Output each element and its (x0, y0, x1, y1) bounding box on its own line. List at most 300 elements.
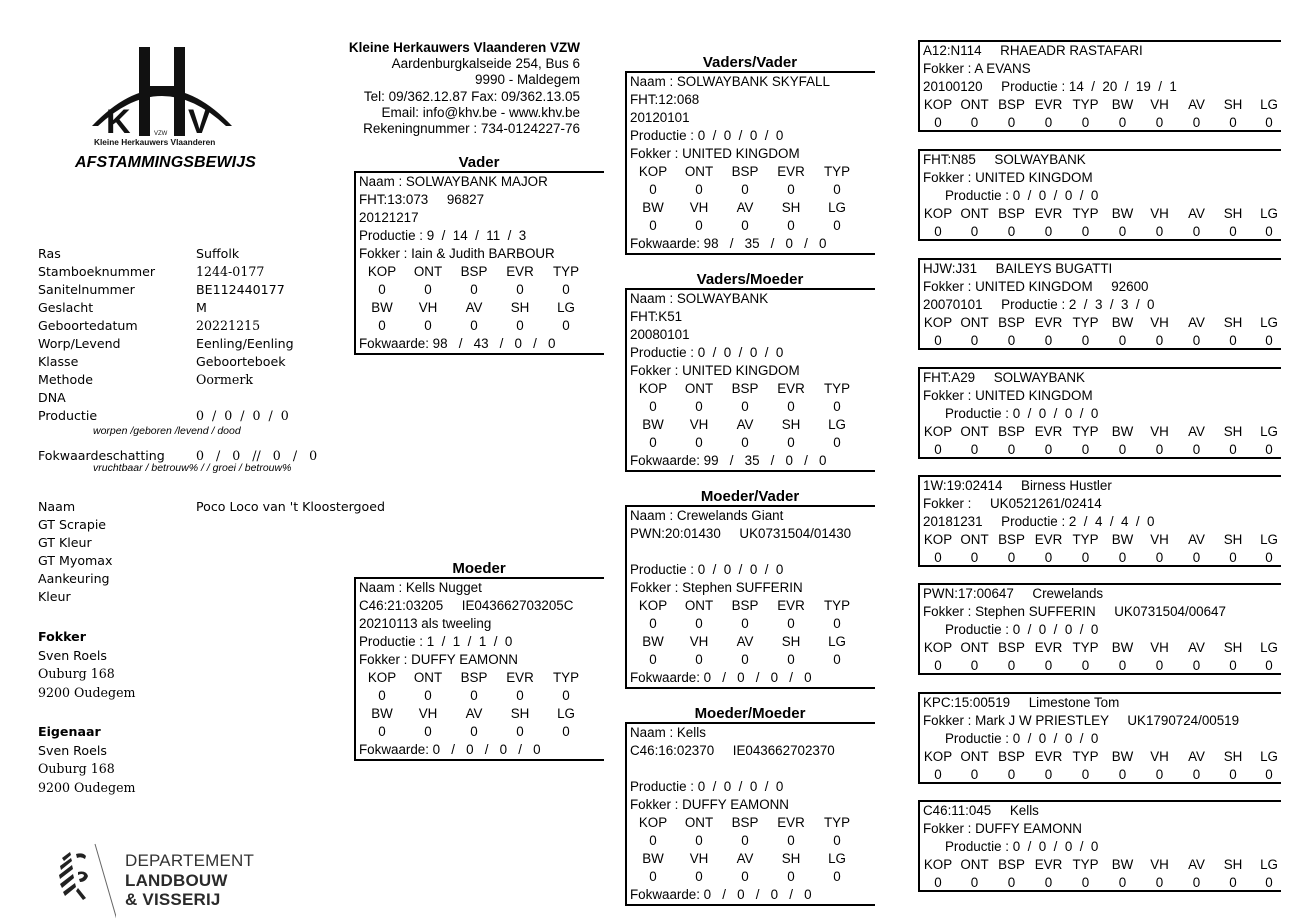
pedigree-box-title: Moeder/Moeder (694, 705, 806, 722)
score-value: 0 (1155, 115, 1164, 130)
organization-address-line2: 9990 - Maldegem (474, 72, 580, 88)
score-header: TYP (1072, 532, 1099, 547)
pedigree-productie: Productie : 0 / 0 / 0 / 0 (630, 128, 784, 143)
score-value: 0 (741, 218, 749, 233)
score-value: 0 (741, 435, 749, 450)
score-header: VH (689, 200, 709, 215)
score-header: VH (1150, 857, 1169, 872)
pedigree-fokwaarde: Fokwaarde: 0 / 0 / 0 / 0 (630, 670, 812, 685)
score-value: 0 (1192, 550, 1201, 565)
score-header: KOP (923, 640, 953, 655)
score-headers-row1 (630, 597, 875, 615)
score-header: TYP (1072, 857, 1099, 872)
score-value: 0 (1081, 550, 1090, 565)
score-header: BSP (998, 315, 1025, 330)
score-value: 0 (649, 182, 657, 197)
score-value: 0 (1155, 658, 1164, 673)
score-header: BSP (998, 206, 1025, 221)
pedigree-date: 20120101 (630, 110, 690, 125)
score-header: TYP (1072, 749, 1099, 764)
score-value: 0 (1081, 442, 1090, 457)
score-header: VH (418, 706, 438, 721)
score-value: 0 (741, 833, 749, 848)
score-header: BW (642, 851, 664, 866)
score-value: 0 (649, 616, 657, 631)
pedigree-productie: Productie : 0 / 0 / 0 / 0 (630, 345, 784, 360)
pedigree-box (625, 505, 875, 689)
score-header: AV (1188, 206, 1205, 221)
score-header: ONT (960, 640, 989, 655)
department-line2: LANDBOUW (125, 870, 228, 890)
score-value: 0 (1118, 115, 1127, 130)
pedigree-box-title: Vader (458, 154, 500, 171)
score-value: 0 (649, 869, 657, 884)
score-values-row2 (630, 434, 875, 452)
score-value: 0 (1007, 658, 1016, 673)
score-value: 0 (934, 767, 942, 782)
department-line1: DEPARTEMENT (125, 851, 255, 870)
score-headers-row2 (359, 705, 604, 723)
score-value: 0 (1265, 550, 1273, 565)
score-header: TYP (552, 670, 580, 685)
score-header: ONT (960, 424, 989, 439)
organization-account: Rekeningnummer : 734-0124227-76 (363, 121, 580, 137)
score-value: 0 (1118, 442, 1127, 457)
score-value: 0 (934, 550, 942, 565)
score-header: TYP (1072, 640, 1099, 655)
field-value: BE112440177 (196, 282, 285, 297)
eigenaar-heading: Eigenaar (38, 724, 101, 739)
gg-id-name: FHT:A29 SOLWAYBANK (923, 370, 1085, 385)
field-label: GT Myomax (38, 553, 113, 568)
score-header: BW (1111, 532, 1134, 547)
pedigree-box-title: Moeder/Vader (700, 488, 800, 505)
score-value: 0 (695, 218, 703, 233)
score-value: 0 (1229, 442, 1237, 457)
score-value: 0 (1155, 333, 1164, 348)
pedigree-box-title: Vaders/Vader (702, 54, 798, 71)
score-header: BSP (731, 164, 759, 179)
gg-fokker: Fokker : Mark J W PRIESTLEY UK1790724/00519 (923, 713, 1240, 728)
pedigree-naam: Naam : SOLWAYBANK SKYFALL (630, 74, 830, 89)
score-values (920, 223, 1281, 241)
pedigree-naam: Naam : Kells (630, 725, 706, 740)
score-values-row2 (630, 217, 875, 235)
score-value: 0 (1265, 224, 1273, 239)
score-value: 0 (695, 616, 703, 631)
score-header: TYP (823, 815, 851, 830)
score-value: 0 (1118, 658, 1127, 673)
gg-productie: Productie : 0 / 0 / 0 / 0 (945, 406, 1099, 421)
field-label: Naam (38, 499, 76, 514)
score-header: VH (418, 300, 438, 315)
gg-id-name: HJW:J31 BAILEYS BUGATTI (923, 261, 1113, 276)
score-header: BSP (998, 640, 1025, 655)
score-value: 0 (516, 282, 524, 297)
field-label: Worp/Levend (38, 336, 121, 351)
score-values-row1 (630, 398, 875, 416)
score-value: 0 (562, 282, 570, 297)
score-header: SH (1223, 640, 1243, 655)
score-headers-row2 (630, 416, 875, 434)
score-value: 0 (695, 182, 703, 197)
score-value: 0 (741, 652, 749, 667)
score-values (920, 332, 1281, 350)
pedigree-box-title: Vaders/Moeder (696, 271, 804, 288)
score-header: ONT (960, 857, 989, 872)
score-value: 0 (833, 833, 841, 848)
score-value: 0 (1118, 224, 1127, 239)
gg-fokker: Fokker : UNITED KINGDOM (923, 388, 1093, 403)
gg-fokker: Fokker : UNITED KINGDOM (923, 170, 1093, 185)
score-header: AV (1188, 315, 1205, 330)
gg-fokker: Fokker : UK0521261/02414 (923, 496, 1102, 511)
score-value: 0 (833, 869, 841, 884)
score-value: 0 (970, 550, 979, 565)
score-header: BW (1111, 315, 1134, 330)
score-header: LG (557, 706, 575, 721)
score-header: LG (828, 200, 846, 215)
pedigree-naam: Naam : Crewelands Giant (630, 508, 784, 523)
score-header: SH (1223, 424, 1243, 439)
score-header: EVR (1034, 424, 1063, 439)
score-header: ONT (413, 670, 443, 685)
pedigree-date: 20121217 (359, 210, 419, 225)
score-header: EVR (1034, 97, 1063, 112)
logo-caption: Kleine Herkauwers Vlaanderen (94, 137, 216, 147)
pedigree-fokwaarde: Fokwaarde: 0 / 0 / 0 / 0 (359, 742, 541, 757)
score-values (920, 441, 1281, 459)
animal-details (38, 245, 318, 476)
score-header: SH (1223, 749, 1243, 764)
score-value: 0 (1081, 875, 1090, 890)
score-value: 0 (1192, 767, 1201, 782)
score-header: ONT (684, 815, 714, 830)
pedigree-fokwaarde: Fokwaarde: 0 / 0 / 0 / 0 (630, 887, 812, 902)
score-headers (920, 856, 1281, 874)
score-header: EVR (1034, 749, 1063, 764)
score-value: 0 (649, 435, 657, 450)
score-value: 0 (1007, 767, 1016, 782)
score-header: TYP (1072, 206, 1099, 221)
score-values (920, 657, 1281, 675)
pedigree-date: 20080101 (630, 327, 690, 342)
score-header: KOP (367, 264, 397, 279)
score-header: VH (1150, 532, 1169, 547)
score-value: 0 (1044, 115, 1053, 130)
pedigree-fokker: Fokker : DUFFY EAMONN (359, 652, 518, 667)
score-value: 0 (970, 767, 979, 782)
score-value: 0 (1229, 767, 1237, 782)
field-value: M (196, 300, 207, 315)
great-grandparent-box (918, 800, 1281, 892)
field-value: Eenling/Eenling (196, 336, 294, 351)
pedigree-id: C46:21:03205 IE043662703205C (359, 598, 574, 613)
score-header: TYP (552, 264, 580, 279)
score-value: 0 (1265, 658, 1273, 673)
score-header: SH (1223, 857, 1243, 872)
score-header: ONT (684, 598, 714, 613)
pedigree-productie: Productie : 9 / 14 / 11 / 3 (359, 228, 527, 243)
score-value: 0 (1044, 875, 1053, 890)
pedigree-naam: Naam : SOLWAYBANK MAJOR (359, 174, 548, 189)
eigenaar-city: 9200 Oudegem (38, 779, 136, 795)
score-value: 0 (787, 218, 795, 233)
field-label: Klasse (38, 354, 79, 369)
score-header: BW (1111, 424, 1134, 439)
score-header: EVR (1034, 640, 1063, 655)
pedigree-fokwaarde: Fokwaarde: 98 / 35 / 0 / 0 (630, 236, 827, 251)
score-value: 0 (649, 833, 657, 848)
score-headers (920, 748, 1281, 766)
score-values-row2 (630, 651, 875, 669)
score-value: 0 (833, 652, 841, 667)
pedigree-box-title: Moeder (452, 560, 506, 577)
score-header: BSP (460, 264, 488, 279)
score-values-row2 (630, 868, 875, 886)
field-label: Geslacht (38, 300, 94, 315)
field-label: Methode (38, 372, 93, 387)
score-header: AV (736, 851, 754, 866)
logo-vzw: VZW (154, 131, 168, 137)
field-geslacht (38, 299, 291, 317)
pedigree-box (625, 722, 875, 906)
field-stamboeknummer (38, 263, 291, 281)
score-header: SH (781, 851, 801, 866)
score-value: 0 (649, 652, 657, 667)
score-header: SH (781, 634, 801, 649)
score-value: 0 (970, 442, 979, 457)
score-header: ONT (960, 532, 989, 547)
score-header: BW (371, 300, 393, 315)
score-value: 0 (516, 688, 524, 703)
score-value: 0 (1044, 333, 1053, 348)
score-headers (920, 314, 1281, 332)
score-header: KOP (367, 670, 397, 685)
score-value: 0 (741, 869, 749, 884)
score-value: 0 (833, 616, 841, 631)
score-value: 0 (470, 688, 478, 703)
gg-productie: Productie : 0 / 0 / 0 / 0 (945, 622, 1099, 637)
score-value: 0 (1265, 767, 1273, 782)
pedigree-fokwaarde: Fokwaarde: 99 / 35 / 0 / 0 (630, 453, 827, 468)
score-header: LG (1260, 424, 1278, 439)
field-label: GT Scrapie (38, 517, 107, 532)
gg-fokker: Fokker : A EVANS (923, 61, 1031, 76)
gg-productie: Productie : 0 / 0 / 0 / 0 (945, 188, 1099, 203)
organization-email-web: Email: info@khv.be - www.khv.be (381, 104, 580, 120)
score-headers (920, 423, 1281, 441)
score-header: LG (1260, 206, 1278, 221)
pedigree-date (630, 543, 875, 561)
score-header: TYP (823, 381, 851, 396)
field-value: Oormerk (196, 372, 253, 387)
gg-id-name: PWN:17:00647 Crewelands (923, 586, 1104, 601)
score-value: 0 (787, 869, 795, 884)
score-value: 0 (378, 724, 386, 739)
department-line3: & VISSERIJ (125, 890, 221, 909)
score-headers (920, 531, 1281, 549)
score-header: VH (1150, 206, 1169, 221)
score-header: VH (689, 851, 709, 866)
great-grandparent-box (918, 475, 1281, 567)
pedigree-id: FHT:13:073 96827 (359, 192, 485, 207)
document-title: AFSTAMMINGSBEWIJS (75, 154, 256, 171)
score-headers-row2 (630, 850, 875, 868)
score-header: BW (1111, 97, 1134, 112)
field-value: Geboorteboek (196, 354, 286, 369)
score-value: 0 (1155, 442, 1164, 457)
score-header: LG (1260, 97, 1278, 112)
pedigree-fokker: Fokker : Stephen SUFFERIN (630, 580, 803, 595)
score-value: 0 (695, 652, 703, 667)
score-headers-row2 (630, 199, 875, 217)
score-value: 0 (1118, 333, 1127, 348)
score-header: EVR (777, 381, 805, 396)
fokker-name: Sven Roels (38, 647, 107, 663)
gg-id-name: KPC:15:00519 Limestone Tom (923, 695, 1120, 710)
gg-productie: 20181231 Productie : 2 / 4 / 4 / 0 (923, 514, 1155, 529)
field-sanitelnummer (38, 281, 291, 299)
score-header: KOP (923, 857, 953, 872)
score-header: BSP (731, 815, 759, 830)
field-productie (38, 407, 291, 425)
gg-productie: 20070101 Productie : 2 / 3 / 3 / 0 (923, 297, 1155, 312)
gg-id-name: FHT:N85 SOLWAYBANK (923, 152, 1086, 167)
score-header: VH (1150, 640, 1169, 655)
fokker-section (38, 628, 135, 702)
gg-fokker: Fokker : UNITED KINGDOM 92600 (923, 279, 1149, 294)
great-grandparent-box (918, 583, 1281, 675)
pedigree-naam: Naam : Kells Nugget (359, 580, 482, 595)
score-header: EVR (777, 815, 805, 830)
score-header: BSP (460, 670, 488, 685)
score-header: SH (1223, 315, 1243, 330)
score-header: VH (1150, 315, 1169, 330)
score-value: 0 (1229, 333, 1237, 348)
score-values-row1 (359, 687, 604, 705)
score-value: 0 (1007, 333, 1016, 348)
score-value: 0 (787, 616, 795, 631)
pedigree-box (625, 288, 875, 472)
score-header: LG (557, 300, 575, 315)
field-label: Geboortedatum (38, 318, 138, 333)
score-header: BSP (998, 532, 1025, 547)
score-value: 0 (378, 318, 386, 333)
organization-name: Kleine Herkauwers Vlaanderen VZW (348, 40, 580, 55)
score-header: AV (736, 417, 754, 432)
score-value: 0 (562, 318, 570, 333)
score-value: 0 (741, 399, 749, 414)
fokker-heading: Fokker (38, 629, 86, 644)
score-header: KOP (638, 381, 668, 396)
score-value: 0 (787, 399, 795, 414)
score-header: TYP (823, 164, 851, 179)
score-header: ONT (960, 315, 989, 330)
field-label: Aankeuring (38, 571, 110, 586)
score-values-row1 (630, 181, 875, 199)
score-header: KOP (638, 815, 668, 830)
score-value: 0 (562, 724, 570, 739)
score-headers (920, 205, 1281, 223)
score-header: BSP (731, 381, 759, 396)
score-value: 0 (1192, 224, 1201, 239)
gg-productie: 20100120 Productie : 14 / 20 / 19 / 1 (923, 79, 1177, 94)
score-header: AV (1188, 857, 1205, 872)
score-header: SH (510, 300, 530, 315)
score-headers-row1 (359, 263, 604, 281)
score-value: 0 (649, 399, 657, 414)
logo-letter-v: V (188, 103, 211, 141)
moeder-section (354, 560, 604, 761)
score-value: 0 (1155, 550, 1164, 565)
score-header: BW (1111, 857, 1134, 872)
score-header: KOP (923, 315, 953, 330)
score-value: 0 (424, 724, 432, 739)
field-geboortedatum (38, 317, 291, 335)
score-value: 0 (1081, 658, 1090, 673)
score-value: 0 (1229, 224, 1237, 239)
score-value: 0 (970, 875, 979, 890)
score-header: AV (1188, 749, 1205, 764)
score-value: 0 (787, 652, 795, 667)
flemish-lion-icon (56, 842, 116, 920)
field-dna (38, 389, 291, 407)
score-value: 0 (424, 282, 432, 297)
score-header: BSP (998, 749, 1025, 764)
great-grandparent-box (918, 258, 1281, 350)
logo-h-crossbar (139, 86, 185, 95)
pedigree-fokker: Fokker : UNITED KINGDOM (630, 146, 800, 161)
score-value: 0 (1118, 767, 1127, 782)
fokwaardeschatting-legend: vruchtbaar / betrouw% / / groei / betrouw% (93, 462, 292, 474)
score-values (920, 114, 1281, 132)
score-header: BW (371, 706, 393, 721)
pedigree-fokker: Fokker : Iain & Judith BARBOUR (359, 246, 555, 261)
score-header: SH (1223, 532, 1243, 547)
gg-id-name: A12:N114 RHAEADR RASTAFARI (923, 43, 1143, 58)
field-label: Ras (38, 246, 61, 261)
score-header: BSP (998, 857, 1025, 872)
khv-logo-graphic (84, 42, 240, 148)
eigenaar-section (38, 723, 135, 797)
productie-legend: worpen /geboren /levend / dood (93, 425, 241, 437)
score-header: BW (642, 417, 664, 432)
score-value: 0 (1265, 115, 1273, 130)
score-value: 0 (562, 688, 570, 703)
eigenaar-street: Ouburg 168 (38, 761, 115, 776)
score-value: 0 (1081, 767, 1090, 782)
great-grandparent-box (918, 367, 1281, 459)
score-value: 0 (1229, 875, 1237, 890)
score-header: AV (465, 706, 483, 721)
score-header: EVR (1034, 315, 1063, 330)
moeder-vader-section (625, 488, 875, 689)
score-value: 0 (833, 399, 841, 414)
score-values-row1 (630, 832, 875, 850)
organization-info (330, 40, 580, 137)
score-value: 0 (1155, 224, 1164, 239)
score-header: BW (642, 200, 664, 215)
field-worp-levend (38, 335, 294, 353)
score-headers-row1 (630, 163, 875, 181)
score-header: TYP (823, 598, 851, 613)
score-values (920, 549, 1281, 567)
score-header: KOP (923, 97, 953, 112)
score-header: VH (1150, 424, 1169, 439)
score-value: 0 (695, 399, 703, 414)
score-header: SH (781, 417, 801, 432)
